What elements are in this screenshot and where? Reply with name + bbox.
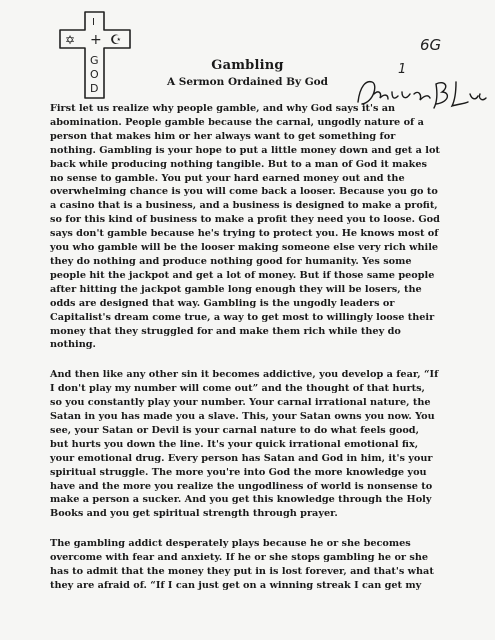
- cross-symbol-star: ✡: [65, 33, 76, 47]
- page-subtitle: A Sermon Ordained By God: [166, 76, 329, 88]
- paragraph: First let us realize why people gamble, and why God says it's an abomination. People gamble because the carnal, ungodly nature of a person that makes him or her always want to get something for nothing. Gambling is your hope to put a little money down and get a lot back while producing nothing tangible. But to a man of God it makes no sense to gamble. You put your hard earned money out and the overwhelming chance is you will come back a looser. Because you go to a casino that is a business, and a business is designed to make a profit, so for this kind of business to make a profit they need you to loose. God says don't gamble because he's trying to protect you. He knows most of you who gamble will be the looser making someone else very rich while they do nothing and produce nothing good for humanity. Yes some people hit the jackpot and get a lot of money. But if those same people after hitting the jackpot gamble long enough they will be losers, the odds are designed that way. Gambling is the ungodly leaders or Capitalist's dream come true, a way to get most to willingly loose their money that they struggled for and make them rich while they do nothing.: [50, 103, 440, 351]
- cross-letter-i: I: [92, 17, 95, 28]
- paragraph: And then like any other sin it becomes addictive, you develop a fear, “If I don't play my number will come out” and the thought of that hurts, so you constantly play your number. Your carnal irrational nature, the Satan in you has made you a slave. This, your Satan owns you now. You see, your Satan or Devil is your carnal nature to do what feels good, but hurts you down the line. It's your quick irrational emotional fix, your emotional drug. Every person has Satan and God in him, it's your spiritual struggle. The more you're into God the more knowledge you have and the more you realize the ungodliness of world is nonsense to make a person a sucker. And you get this knowledge through the Holy Books and you get spiritual strength through prayer.: [50, 369, 439, 520]
- cross-letter-o: O: [90, 68, 99, 81]
- cross-letter-g: G: [90, 54, 99, 67]
- cross-symbol-plus: +: [90, 32, 102, 48]
- page-number: 6G: [420, 36, 442, 54]
- page-mark: 1: [398, 62, 407, 77]
- page-title: Gambling: [211, 58, 284, 73]
- sermon-body: [50, 102, 440, 593]
- paragraph: The gambling addict desperately plays because he or she becomes overcome with fear and anxiety. If he or she stops gambling he or she has to admit that the money they put in is lost forever, and that's what they are afraid of. “If I can just get on a winning streak I can get my: [50, 538, 434, 591]
- cross-symbol-crescent: ☪: [110, 33, 122, 48]
- cross-letter-d: D: [90, 82, 99, 95]
